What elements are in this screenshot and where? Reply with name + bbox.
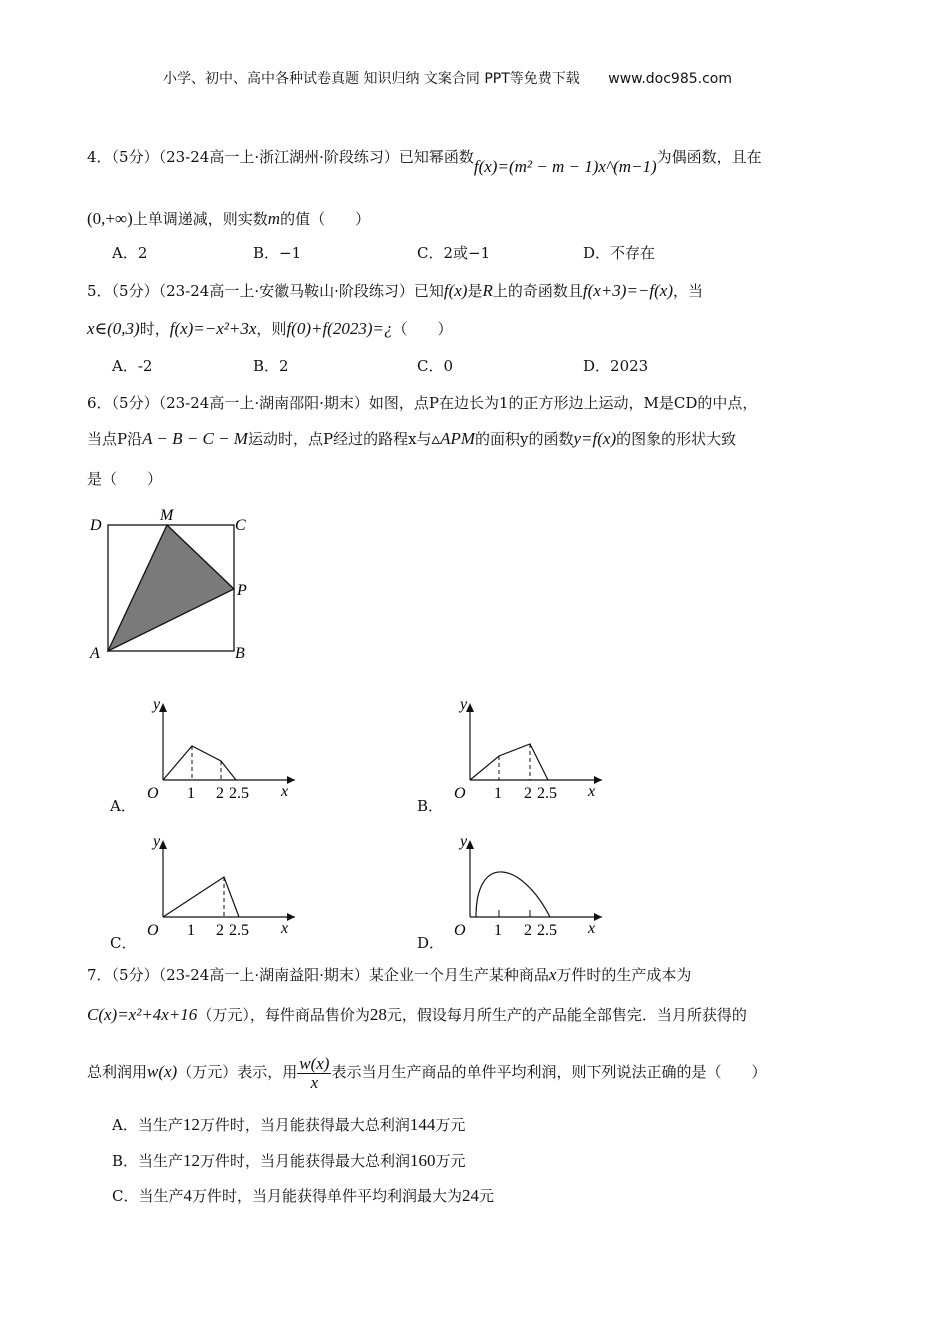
svg-text:2.5: 2.5 bbox=[537, 785, 557, 802]
svg-text:1: 1 bbox=[494, 785, 502, 802]
svg-text:y: y bbox=[153, 696, 161, 713]
label-b: B bbox=[235, 645, 245, 662]
graph-d-curve bbox=[476, 872, 550, 917]
svg-text:2: 2 bbox=[216, 922, 224, 939]
q6-line1: 6．（5分）（23-24高一上·湖南邵阳·期末）如图，点P在边长为1的正方形边上运动，M是CD的中点， bbox=[87, 394, 758, 412]
q7-line2: C(x)=x²+4x+16（万元），每件商品售价为28元，假设每月所生产的产品能全部售完．当月所获得的 bbox=[87, 1005, 747, 1024]
graph-d bbox=[442, 832, 612, 942]
q4-option-b: B．−1 bbox=[253, 244, 302, 262]
label-a: A bbox=[90, 645, 100, 662]
q7-line1: 7．（5分）（23-24高一上·湖南益阳·期末）某企业一个月生产某种商品x万件时的生产成本为 bbox=[87, 965, 692, 984]
label-m: M bbox=[160, 507, 174, 524]
svg-text:x: x bbox=[281, 920, 289, 937]
q6-option-c: C． bbox=[110, 934, 137, 952]
q7-option-a: A．当生产12万件时，当月能获得最大总利润144万元 bbox=[112, 1115, 466, 1134]
svg-text:y: y bbox=[460, 833, 468, 850]
label-p: P bbox=[237, 582, 247, 599]
svg-text:2.5: 2.5 bbox=[229, 922, 249, 939]
q5-line1: 5．（5分）（23-24高一上·安徽马鞍山·阶段练习）已知f(x)是R上的奇函数且f(x+3)=−f(x)，当 bbox=[87, 281, 704, 300]
svg-text:y: y bbox=[153, 833, 161, 850]
label-c: C bbox=[235, 517, 246, 534]
graph-a bbox=[135, 695, 305, 805]
svg-text:1: 1 bbox=[187, 785, 195, 802]
svg-text:x: x bbox=[281, 783, 289, 800]
q6-line3: 是（ ） bbox=[87, 470, 163, 488]
svg-text:2.5: 2.5 bbox=[229, 785, 249, 802]
svg-text:2.5: 2.5 bbox=[537, 922, 557, 939]
svg-text:O: O bbox=[454, 785, 466, 802]
svg-text:x: x bbox=[588, 920, 596, 937]
svg-text:1: 1 bbox=[494, 922, 502, 939]
q4-option-c: C．2或−1 bbox=[417, 244, 491, 262]
q6-option-a: A． bbox=[110, 797, 136, 815]
graph-a-curve bbox=[163, 746, 236, 780]
fraction-w-over-x: $\frac{w(x)}{x}$ bbox=[299, 1053, 330, 1092]
q6-option-b: B． bbox=[417, 797, 444, 815]
q4-line1: 4．（5分）（23-24高一上·浙江湖州·阶段练习）已知幂函数f(x)=(m² − m − 1)x^(m−1)为偶函数，且在 bbox=[87, 148, 762, 176]
svg-text:1: 1 bbox=[187, 922, 195, 939]
svg-text:O: O bbox=[454, 922, 466, 939]
header-site: www.doc985.com bbox=[608, 71, 732, 87]
q6-line2: 当点P沿A − B − C − M运动时，点P经过的路程x与▵APM的面积y的函数y=f(x)的图象的形状大致 bbox=[87, 429, 737, 448]
q4-option-a: A．2 bbox=[112, 244, 148, 262]
svg-text:x: x bbox=[588, 783, 596, 800]
square-figure bbox=[85, 500, 265, 670]
svg-text:2: 2 bbox=[524, 922, 532, 939]
label-d: D bbox=[90, 517, 102, 534]
q5-option-a: A．-2 bbox=[112, 357, 153, 375]
shaded-triangle-apm bbox=[108, 525, 234, 651]
svg-text:y: y bbox=[460, 696, 468, 713]
svg-text:2: 2 bbox=[216, 785, 224, 802]
q7-option-b: B．当生产12万件时，当月能获得最大总利润160万元 bbox=[112, 1151, 466, 1170]
q5-line2: x∈(0,3)时，f(x)=−x²+3x，则f(0)+f(2023)=¿（ ） bbox=[87, 319, 453, 338]
graph-b bbox=[442, 695, 612, 805]
svg-text:O: O bbox=[147, 785, 159, 802]
graph-b-curve bbox=[470, 744, 548, 780]
graph-c bbox=[135, 832, 305, 942]
svg-text:2: 2 bbox=[524, 785, 532, 802]
svg-text:O: O bbox=[147, 922, 159, 939]
q4-line2: (0,+∞)上单调递减，则实数m的值（ ） bbox=[87, 209, 371, 228]
q7-option-c: C．当生产4万件时，当月能获得单件平均利润最大为24元 bbox=[112, 1186, 495, 1205]
q5-option-b: B．2 bbox=[253, 357, 289, 375]
header-text: 小学、初中、高中各种试卷真题 知识归纳 文案合同 PPT等免费下载 www.doc985.com bbox=[163, 71, 732, 87]
graph-c-curve bbox=[163, 877, 239, 917]
q5-option-c: C．0 bbox=[417, 357, 454, 375]
q5-option-d: D．2023 bbox=[583, 357, 649, 375]
q7-line3: 总利润用w(x)（万元）表示，用 $\frac{w(x)}{x}$ 表示当月生产商品的单件平均利润，则下列说法正确的是（ ） bbox=[87, 1053, 767, 1092]
q6-option-d: D． bbox=[417, 934, 445, 952]
q4-option-d: D．不存在 bbox=[583, 244, 656, 262]
